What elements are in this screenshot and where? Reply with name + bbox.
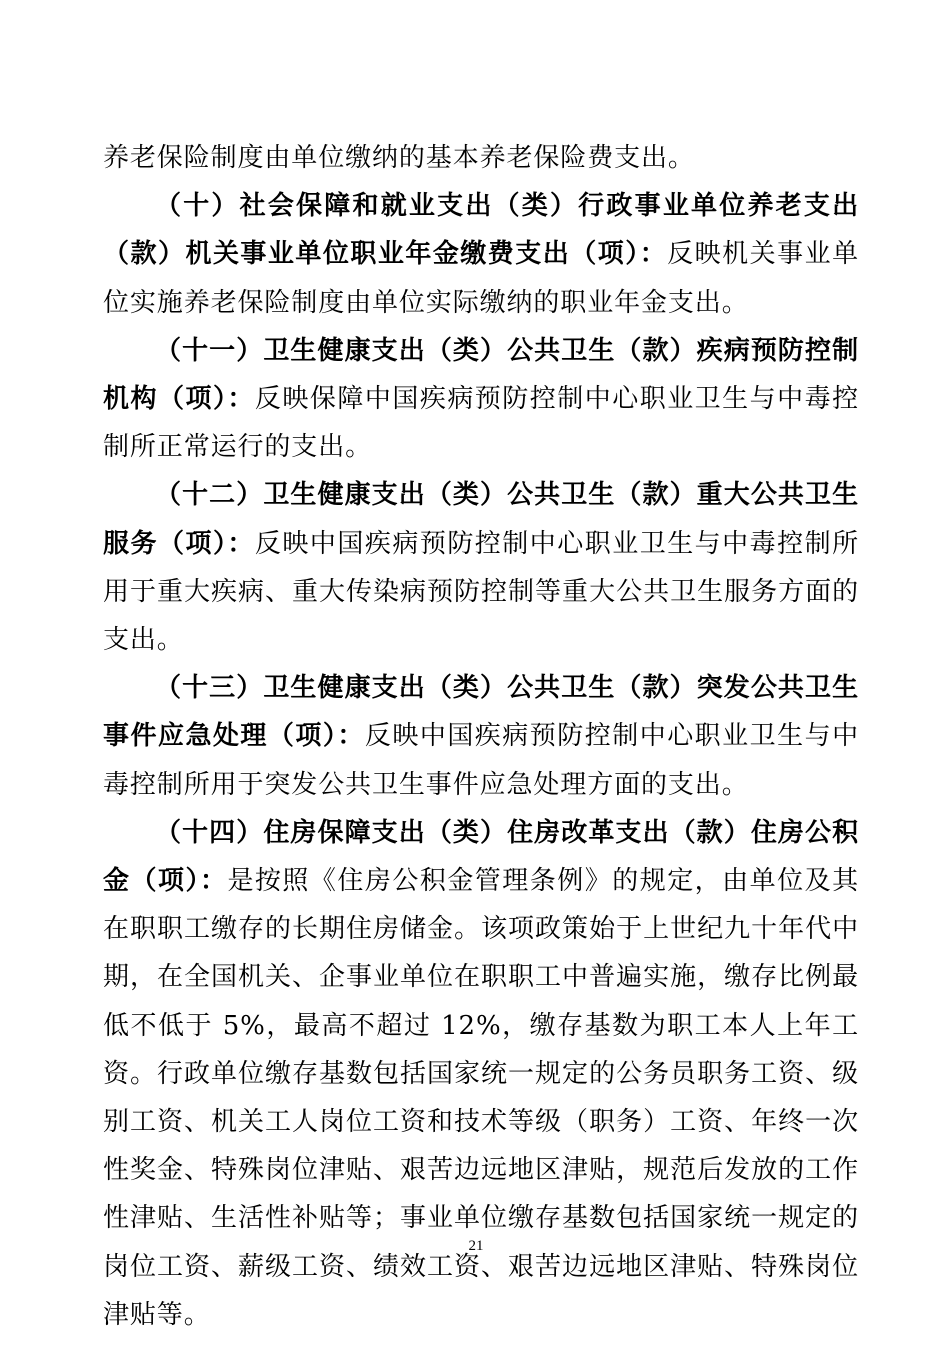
paragraph-body: 反映机关事业单位实施养老保险制度由单位实际缴纳的职业年金支出。	[103, 239, 859, 318]
paragraph-item-14	[103, 809, 859, 1339]
paragraph-body: 是按照《住房公积金管理条例》的规定，由单位及其在职职工缴存的长期住房储金。该项政策始于上世纪九十年代中期，在全国机关、企事业单位在职职工中普遍实施，缴存比例最低不低于 5%，最高不超过 12%，缴存基数为职工本人上年工资。行政单位缴存基数包括国家统一规定的公务员职务工资、级别工资、机关工人岗位工资和技术等级（职务）工资、年终一次性奖金、特殊岗位津贴、艰苦边远地区津贴，规范后发放的工作性津贴、生活性补贴等；事业单位缴存基数包括国家统一规定的岗位工资、薪级工资、绩效工资、艰苦边远地区津贴、特殊岗位津贴等。	[103, 866, 859, 1330]
paragraph-body: 反映中国疾病预防控制中心职业卫生与中毒控制所用于重大疾病、重大传染病预防控制等重大公共卫生服务方面的支出。	[103, 528, 859, 656]
paragraph-heading: （十一）卫生健康支出（类）公共卫生（款）疾病预防控制机构（项）：	[103, 335, 859, 415]
paragraph-heading: （十）社会保障和就业支出（类）行政事业单位养老支出（款）机关事业单位职业年金缴费支出（项）：	[103, 191, 859, 270]
paragraph-continuation	[103, 134, 859, 182]
paragraph-heading: （十四）住房保障支出（类）住房改革支出（款）住房公积金（项）：	[103, 817, 859, 897]
paragraph-item-10	[103, 182, 859, 327]
paragraph-body: 反映中国疾病预防控制中心职业卫生与中毒控制所用于突发公共卫生事件应急处理方面的支出。	[103, 721, 859, 800]
paragraph-heading: （十二）卫生健康支出（类）公共卫生（款）重大公共卫生服务（项）：	[103, 480, 859, 559]
paragraph-heading: （十三）卫生健康支出（类）公共卫生（款）突发公共卫生事件应急处理（项）：	[103, 673, 859, 752]
paragraph-item-12	[103, 471, 859, 664]
paragraph-item-13	[103, 664, 859, 809]
paragraph-item-11	[103, 327, 859, 472]
body-text	[103, 134, 859, 1339]
page-number: 21	[468, 1238, 484, 1254]
paragraph-body: 养老保险制度由单位缴纳的基本养老保险费支出。	[103, 143, 695, 173]
paragraph-body: 反映保障中国疾病预防控制中心职业卫生与中毒控制所正常运行的支出。	[103, 384, 859, 463]
